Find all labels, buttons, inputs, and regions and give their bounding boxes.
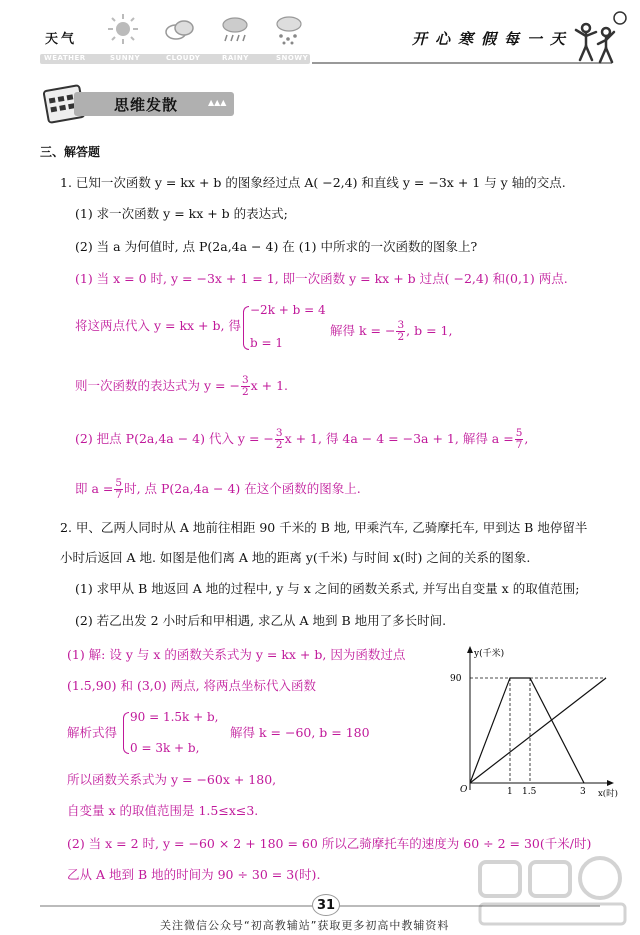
q2-system-eq2: 0 = 3k + b, bbox=[130, 741, 200, 755]
distance-time-graph bbox=[448, 640, 628, 800]
q1-part2-pre: (2) 把点 P(2a,4a − 4) 代入 y = − bbox=[75, 431, 274, 447]
q1-expression-pre: 则一次函数的表达式为 y = − bbox=[75, 378, 240, 394]
q1-k-solution-pre: 解得 k = − bbox=[330, 323, 396, 339]
x-tick: 3 bbox=[580, 787, 586, 797]
q2-stem-line1: 2. 甲、乙两人同时从 A 地前往相距 90 千米的 B 地, 甲乘汽车, 乙骑摩托车, 甲到达 B 地停留半 bbox=[60, 520, 588, 535]
q1-part2-end: , bbox=[524, 431, 529, 447]
q1-system-eq2: b = 1 bbox=[250, 336, 283, 350]
fraction-denominator: 7 bbox=[115, 489, 123, 502]
section-title: 思维发散 bbox=[114, 96, 179, 114]
header-title: 开心寒假每一天 bbox=[412, 30, 574, 48]
x-tick: 1 bbox=[507, 787, 513, 797]
q2-answer-line1: (1) 解: 设 y 与 x 的函数关系式为 y = kx + b, 因为函数过点 bbox=[67, 647, 406, 662]
snowy-icon bbox=[272, 12, 306, 46]
weather-strip-label: SUNNY bbox=[110, 54, 141, 62]
fraction-numerator: 5 bbox=[115, 477, 123, 489]
weather-strip-label: WEATHER bbox=[44, 54, 86, 62]
q2-answer-line3-pre: 解析式得 bbox=[67, 725, 118, 740]
fraction-numerator: 3 bbox=[397, 319, 405, 331]
cloudy-icon bbox=[162, 12, 196, 46]
q2-system-eq1: 90 = 1.5k + b, bbox=[130, 710, 219, 724]
q1-answer-line2-pre: 将这两点代入 y = kx + b, 得 bbox=[75, 318, 241, 333]
y-axis-label: y(千米) bbox=[474, 649, 505, 659]
equation-brace bbox=[123, 712, 129, 754]
jia-path-line bbox=[470, 678, 584, 783]
page-header bbox=[0, 0, 640, 70]
fraction bbox=[275, 428, 284, 451]
fraction-denominator: 2 bbox=[241, 386, 249, 399]
q2-answer-line5: 自变量 x 的取值范围是 1.5≤x≤3. bbox=[67, 803, 259, 818]
q1-part2: (2) 当 a 为何值时, 点 P(2a,4a − 4) 在 (1) 中所求的一次函数的图象上? bbox=[75, 239, 478, 254]
q2-part2: (2) 若乙出发 2 小时后和甲相遇, 求乙从 A 地到 B 地用了多长时间. bbox=[75, 613, 447, 628]
banner-decoration: ▲▲▲ bbox=[208, 98, 227, 107]
q1-expression-post: x + 1. bbox=[250, 378, 289, 394]
section-banner bbox=[40, 80, 250, 126]
watermark-logo-icon bbox=[470, 850, 635, 930]
q1-answer-part2-line2 bbox=[75, 478, 361, 501]
rainy-icon bbox=[218, 12, 252, 46]
fraction-numerator: 3 bbox=[275, 427, 283, 439]
q1-conclusion-post: 时, 点 P(2a,4a − 4) 在这个函数的图象上. bbox=[124, 481, 361, 497]
q2-part1: (1) 求甲从 B 地返回 A 地的过程中, y 与 x 之间的函数关系式, 并写出自变量 x 的取值范围; bbox=[75, 581, 580, 596]
kids-illustration-icon bbox=[570, 10, 630, 65]
q1-answer-line3 bbox=[75, 375, 288, 398]
q1-part2-post: x + 1, 得 4a − 4 = −3a + 1, 解得 a = bbox=[284, 431, 514, 447]
x-tick: 1.5 bbox=[522, 787, 537, 797]
weather-strip-label: RAINY bbox=[222, 54, 249, 62]
equation-brace bbox=[243, 306, 249, 350]
q1-system-eq1: −2k + b = 4 bbox=[250, 303, 326, 317]
q2-answer-line2: (1.5,90) 和 (3,0) 两点, 将两点坐标代入函数 bbox=[67, 678, 317, 693]
weather-strip-label: CLOUDY bbox=[166, 54, 201, 62]
weather-strip-label: SNOWY bbox=[276, 54, 309, 62]
q2-answer-line6: (2) 当 x = 2 时, y = −60 × 2 + 180 = 60 所以乙骑摩托车的速度为 60 ÷ 2 = 30(千米/时) bbox=[67, 836, 592, 851]
q1-answer-part2-line1 bbox=[75, 428, 528, 451]
q1-k-solution bbox=[330, 320, 452, 343]
fraction-denominator: 2 bbox=[397, 331, 405, 344]
q2-answer-line3-post: 解得 k = −60, b = 180 bbox=[230, 725, 370, 740]
q1-answer-line1: (1) 当 x = 0 时, y = −3x + 1 = 1, 即一次函数 y = kx + b 过点( −2,4) 和(0,1) 两点. bbox=[75, 271, 568, 286]
header-divider bbox=[312, 62, 612, 64]
q2-answer-line4: 所以函数关系式为 y = −60x + 180, bbox=[67, 772, 277, 787]
fraction-numerator: 5 bbox=[515, 427, 523, 439]
weather-label: 天气 bbox=[45, 32, 78, 47]
fraction bbox=[241, 375, 250, 398]
q2-answer-line7: 乙从 A 地到 B 地的时间为 90 ÷ 30 = 3(时). bbox=[67, 867, 321, 882]
fraction-denominator: 7 bbox=[515, 439, 523, 452]
fraction bbox=[114, 478, 123, 501]
fraction-numerator: 3 bbox=[241, 374, 249, 386]
x-axis-label: x(时) bbox=[598, 789, 618, 799]
fraction bbox=[396, 320, 405, 343]
fraction-denominator: 2 bbox=[275, 439, 283, 452]
y-axis-arrow bbox=[467, 646, 473, 653]
sunny-icon bbox=[106, 12, 140, 46]
y-tick-90: 90 bbox=[450, 674, 462, 684]
q1-conclusion-pre: 即 a = bbox=[75, 481, 114, 497]
fraction bbox=[515, 428, 524, 451]
q1-part1: (1) 求一次函数 y = kx + b 的表达式; bbox=[75, 206, 288, 221]
q1-stem: 1. 已知一次函数 y = kx + b 的图象经过点 A( −2,4) 和直线 y = −3x + 1 与 y 轴的交点. bbox=[60, 175, 566, 190]
page-number: 31 bbox=[312, 894, 340, 916]
weather-strip bbox=[40, 54, 310, 64]
origin-label: O bbox=[460, 785, 468, 795]
q2-stem-line2: 小时后返回 A 地. 如图是他们离 A 地的距离 y(千米) 与时间 x(时) 之间的关系的图象. bbox=[60, 550, 531, 565]
section-heading: 三、解答题 bbox=[40, 145, 101, 159]
x-axis-arrow bbox=[607, 780, 614, 786]
q1-b-solution: , b = 1, bbox=[406, 323, 453, 339]
footer-note: 关注微信公众号“初高教辅站”获取更多初高中教辅资料 bbox=[160, 919, 450, 932]
